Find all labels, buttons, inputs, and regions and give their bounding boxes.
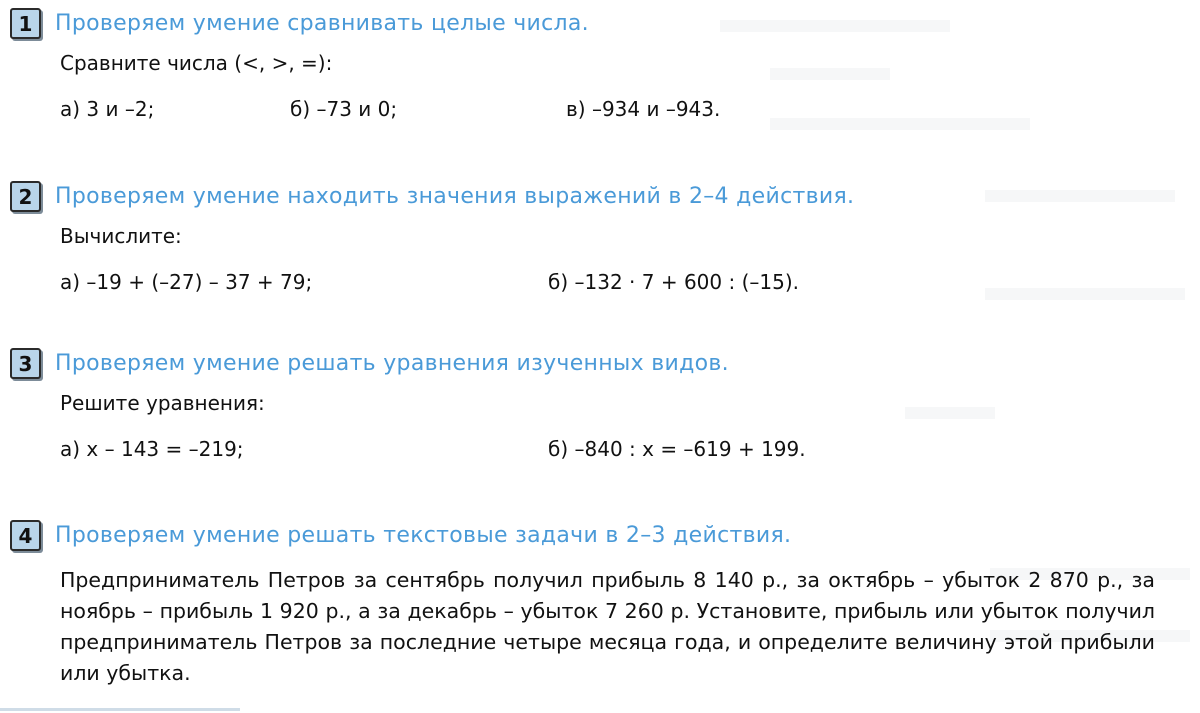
task-heading: Проверяем умение сравнивать целые числа. xyxy=(55,11,589,36)
task-4 xyxy=(10,520,1190,689)
task-item-b: б) –73 и 0; xyxy=(290,97,398,121)
task-heading: Проверяем умение находить значения выражений в 2–4 действия. xyxy=(55,184,855,209)
word-problem-text: Предприниматель Петров за сентябрь получил прибыль 8 140 р., за октябрь – убыток 2 870 р., за ноябрь – прибыль 1 920 р., а за декабрь – убыток 7 260 р. Установите, прибыль или убыток получил предприниматель Петров за последние четыре месяца года, и определите величину этой прибыли или убытка. xyxy=(60,568,1155,685)
task-items xyxy=(60,270,1190,300)
task-item-b: б) –132 · 7 + 600 : (–15). xyxy=(548,270,799,294)
task-item-v: в) –934 и –943. xyxy=(566,97,721,121)
task-item-b: б) –840 : x = –619 + 199. xyxy=(548,437,806,461)
page-edge-rule xyxy=(0,708,240,711)
task-1 xyxy=(10,8,1190,127)
task-number-badge: 4 xyxy=(10,520,41,551)
task-header xyxy=(10,181,1190,212)
task-instruction: Сравните числа (<, >, =): xyxy=(60,51,333,75)
task-instruction: Вычислите: xyxy=(60,224,182,248)
task-item-a: а) 3 и –2; xyxy=(60,97,155,121)
task-header xyxy=(10,8,1190,39)
task-header xyxy=(10,348,1190,379)
task-instruction: Решите уравнения: xyxy=(60,391,265,415)
task-heading: Проверяем умение решать уравнения изученных видов. xyxy=(55,351,729,376)
task-number-badge: 1 xyxy=(10,8,41,39)
task-items xyxy=(60,97,1190,127)
task-number-badge: 3 xyxy=(10,348,41,379)
task-heading: Проверяем умение решать текстовые задачи в 2–3 действия. xyxy=(55,523,792,548)
task-3 xyxy=(10,348,1190,467)
task-2 xyxy=(10,181,1190,300)
task-number-badge: 2 xyxy=(10,181,41,212)
task-item-a: а) –19 + (–27) – 37 + 79; xyxy=(60,270,313,294)
task-header xyxy=(10,520,1190,551)
task-item-a: а) x – 143 = –219; xyxy=(60,437,244,461)
task-items xyxy=(60,437,1190,467)
